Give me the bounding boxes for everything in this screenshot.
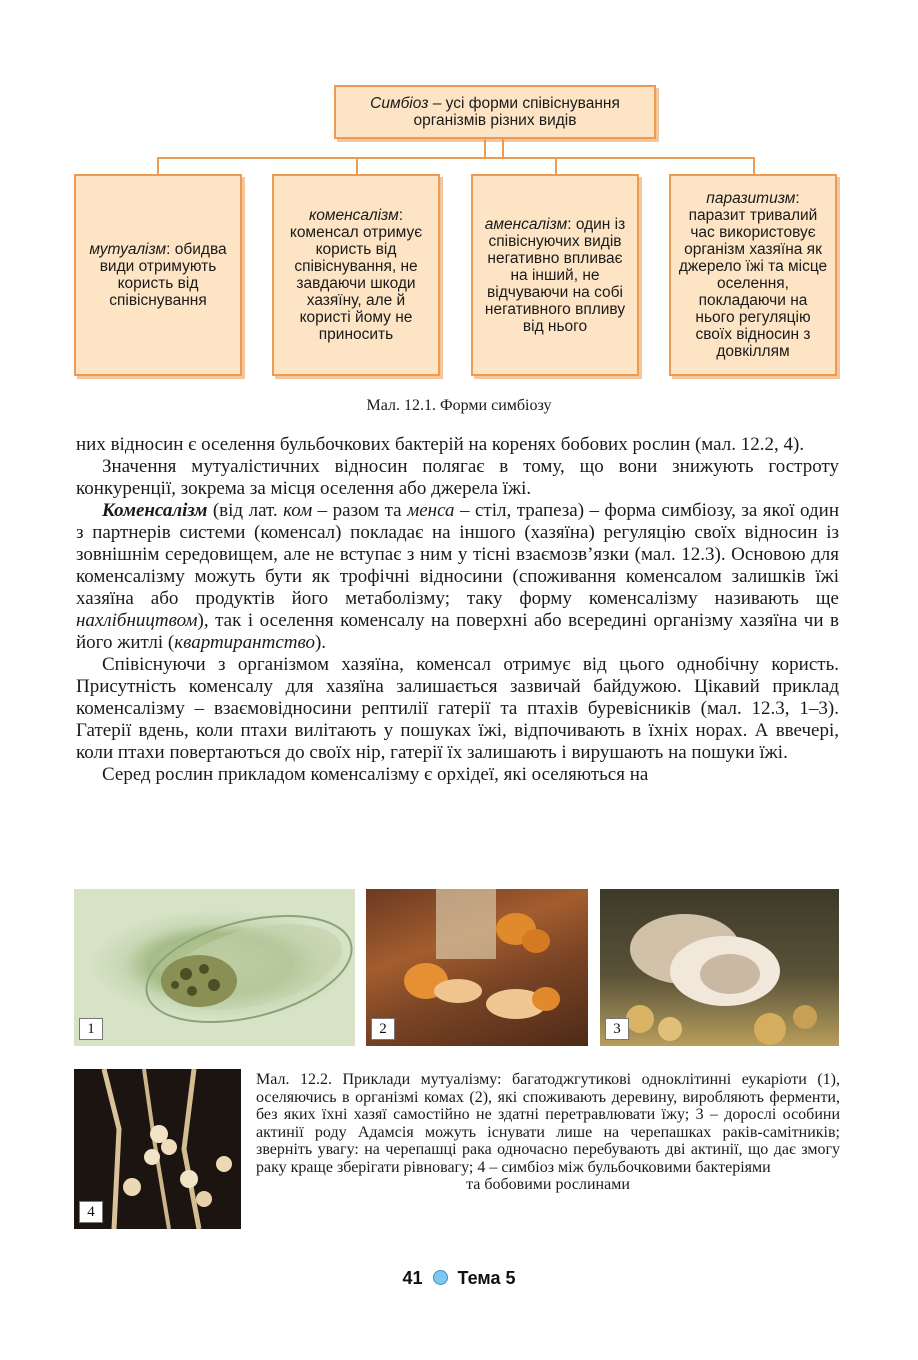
photo-label-2: 2 [371,1018,395,1040]
box-amensalism [471,174,639,376]
photo-label-4: 4 [79,1201,103,1223]
topic-label: Тема 5 [457,1268,516,1288]
diagram-top-box [334,85,656,139]
body-text [76,434,839,786]
page-footer [0,1268,918,1289]
box-commensalism [272,174,440,376]
paragraph-5: Серед рослин прикладом коменсалізму є орхідеї, які оселяються на [102,764,649,785]
term-commensalism-bold: Коменсалізм [102,500,208,521]
bullet-dot-icon [433,1270,448,1285]
protist-illustration [74,889,355,1046]
page-number: 41 [402,1268,423,1288]
photo-protist [74,889,355,1046]
mutualism-definition: : обидва види отримують користь від співіснування [99,241,227,309]
term-amensalism: аменсалізм [484,215,568,233]
hermit-crab-illustration [600,889,839,1046]
connector-horizontal [157,157,754,159]
term-commensalism: коменсалізм [308,207,399,224]
symbiosis-definition: – усі форми співіснування організмів різних видів [413,95,620,129]
connector-vertical-top-2 [502,139,504,158]
box-parasitism [669,174,837,376]
commensalism-definition: : коменсал отримує користь від співіснування, не завдаючи шкоди хазяїну, але й користі йому не приносить [289,207,423,343]
connector-drop-2 [356,157,358,174]
photo-label-3: 3 [605,1018,629,1040]
connector-drop-3 [555,157,557,174]
connector-vertical-top [484,139,486,158]
paragraph-1: них відносин є оселення бульбочкових бактерій на коренях бобових рослин (мал. 12.2, 4). [76,434,805,455]
figure-caption [256,1071,840,1194]
paragraph-4: Співіснуючи з організмом хазяїна, коменсал отримує від цього однобічну користь. Присутність коменсалу для хазяїна залишається зазвичай байдужою. Цікавий приклад коменсалізму – взаємовідносини рептилії гатерії та птахів буревісників (мал. 12.3, 1–3). Гатерії вдень, коли птахи вилітають у пошуках їжі, відпочивають в їхніх норах. А ввечері, коли птахи повертаються до своїх нір, гатерії їх залишають і вирушають на пошуки їжі. [76,654,839,763]
connector-drop-1 [157,157,159,174]
term-mutualism: мутуалізм [89,241,167,258]
term-parasitism: паразитизм [706,190,796,207]
paragraph-3: Коменсалізм (від лат. ком – разом та менса – стіл, трапеза) – форма симбіозу, за якої один з партнерів системи (коменсал) покладає на іншого (хазяїна) регуляцію своїх відносин із зовнішнім середовищем, але не вступає з ним у тісні взаємозв’язки (мал. 12.3). Основою для коменсалізму можуть бути як трофічні відносини (споживання коменсалом залишків їжі хазяїна або продуктів його метаболізму; таку форму коменсалізму називають ще нахлібництвом), так і оселення коменсалу на поверхні або всередині організму хазяїна чи в його житлі (квартирантство). [76,500,839,653]
diagram-caption: Мал. 12.1. Форми симбіозу [366,397,552,414]
amensalism-definition: : один із співіснуючих видів негативно впливає на інший, не відчуваючи на собі негативного впливу від нього [484,215,626,335]
parasitism-definition: : паразит тривалий час використовує організм хазяїна як джерело їжі та місце оселення, покладаючи на нього регуляцію своїх відносин з довкіллям [678,190,828,360]
box-mutualism [74,174,242,376]
figure-caption-main: Мал. 12.2. Приклади мутуалізму: багатоджгутикові одноклітинні еукаріоти (1), оселяючись в організмі комах (2), які споживають деревину, виробляють ферменти, без яких їхні хазяї самостійно не здатні перетравлювати їжу; 3 – дорослі особини актинії роду Адамсія можуть існувати лише на черепашках раків-самітників; зверніть увагу: на черепашці рака одночасно перебувають дві актинії, що дає змогу раку краще зберігати рівновагу; 4 – симбіоз між бульбочковими бактеріями [256,1071,840,1176]
termites-illustration [366,889,588,1046]
term-symbiosis: Симбіоз [370,95,429,112]
paragraph-2: Значення мутуалістичних відносин полягає в тому, що вони знижують гостроту конкуренції, зокрема за місця оселення або джерела їжі. [76,456,839,499]
figure-caption-last: та бобовими рослинами [466,1176,630,1193]
photo-label-1: 1 [79,1018,103,1040]
photo-root-nodules [74,1069,241,1229]
photo-hermit-crab [600,889,839,1046]
photo-termites [366,889,588,1046]
connector-drop-4 [753,157,755,174]
